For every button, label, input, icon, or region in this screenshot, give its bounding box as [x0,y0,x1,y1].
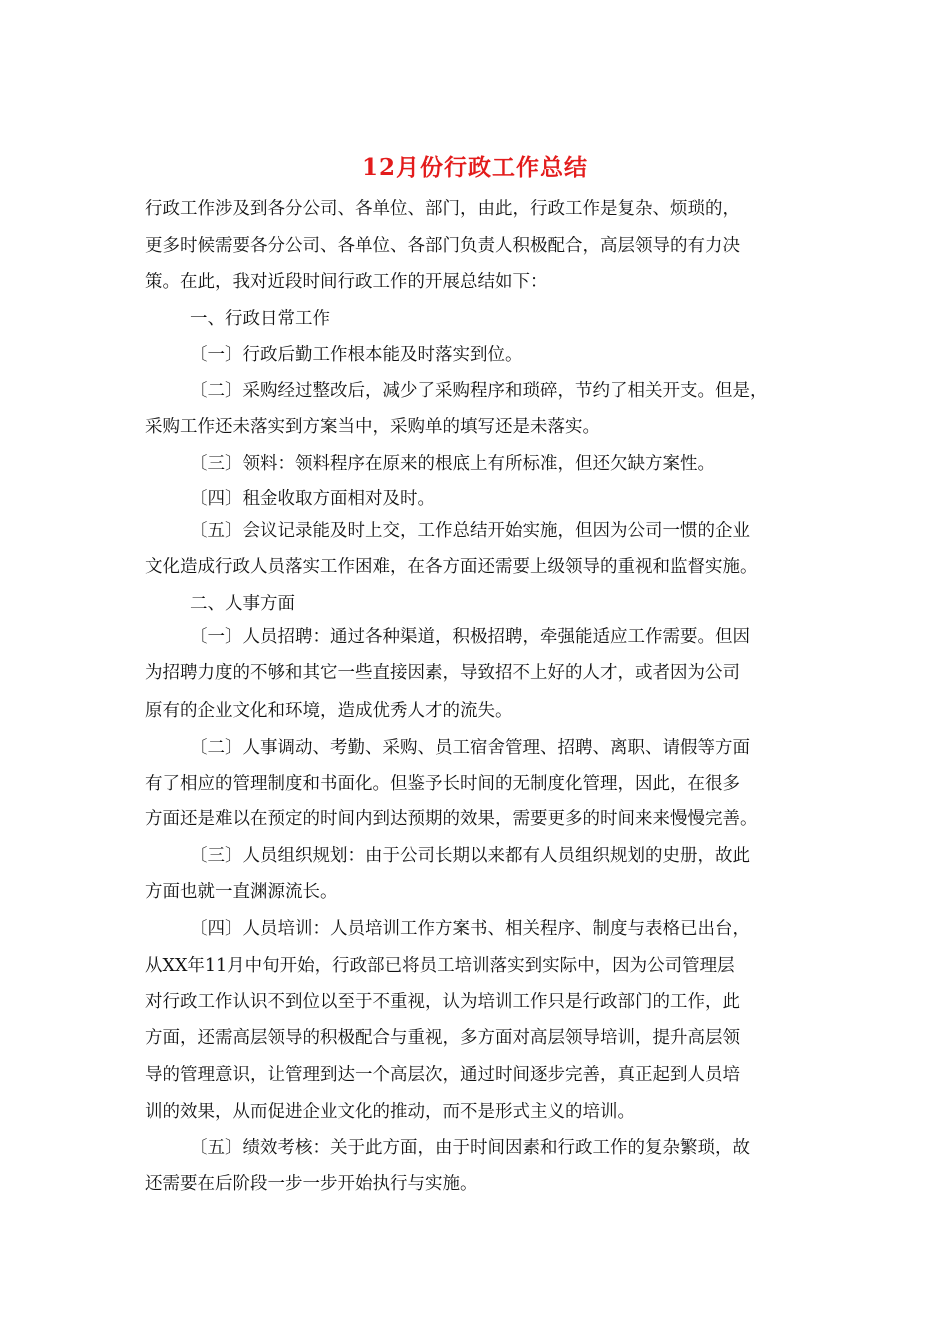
body-line: 还需要在后阶段一步一步开始执行与实施。 [145,1174,478,1194]
body-line: 〔三〕领料：领料程序在原来的根底上有所标准，但还欠缺方案性。 [190,454,715,474]
body-line: 原有的企业文化和环境，造成优秀人才的流失。 [145,701,513,721]
body-line: 〔四〕人员培训：人员培训工作方案书、相关程序、制度与表格已出台， [190,919,750,939]
body-line: 文化造成行政人员落实工作困难，在各方面还需要上级领导的重视和监督实施。 [145,557,758,577]
body-line: 〔五〕绩效考核：关于此方面，由于时间因素和行政工作的复杂繁琐，故 [190,1138,750,1158]
body-line: 方面还是难以在预定的时间内到达预期的效果，需要更多的时间来来慢慢完善。 [145,809,758,829]
section-heading: 一、行政日常工作 [190,309,330,329]
body-line: 采购工作还未落实到方案当中，采购单的填写还是未落实。 [145,417,600,437]
body-line: 训的效果，从而促进企业文化的推动，而不是形式主义的培训。 [145,1102,635,1122]
body-line: 对行政工作认识不到位以至于不重视，认为培训工作只是行政部门的工作，此 [145,992,740,1012]
body-line: 策。在此，我对近段时间行政工作的开展总结如下： [145,272,548,292]
document-title: 12月份行政工作总结 [361,154,588,181]
body-line: 〔一〕行政后勤工作根本能及时落实到位。 [190,345,523,365]
body-line: 〔二〕人事调动、考勤、采购、员工宿舍管理、招聘、离职、请假等方面 [190,738,750,758]
body-line: 〔三〕人员组织规划：由于公司长期以来都有人员组织规划的史册，故此 [190,846,750,866]
body-line: 有了相应的管理制度和书面化。但鉴予长时间的无制度化管理，因此，在很多 [145,774,740,794]
body-line: 导的管理意识，让管理到达一个高层次，通过时间逐步完善，真正起到人员培 [145,1065,740,1085]
body-line: 〔二〕采购经过整改后，减少了采购程序和琐碎，节约了相关开支。但是， [190,381,768,401]
body-line: 更多时候需要各分公司、各单位、各部门负责人积极配合，高层领导的有力决 [145,236,740,256]
body-line: 方面也就一直渊源流长。 [145,882,338,902]
section-heading: 二、人事方面 [190,594,295,614]
body-line: 行政工作涉及到各分公司、各单位、部门，由此，行政工作是复杂、烦琐的， [145,199,740,219]
body-line: 方面，还需高层领导的积极配合与重视，多方面对高层领导培训，提升高层领 [145,1028,740,1048]
body-line: 从XX年11月中旬开始，行政部已将员工培训落实到实际中，因为公司管理层 [145,956,735,976]
body-line: 为招聘力度的不够和其它一些直接因素，导致招不上好的人才，或者因为公司 [145,663,740,683]
body-line: 〔一〕人员招聘：通过各种渠道，积极招聘，牵强能适应工作需要。但因 [190,627,750,647]
body-line: 〔五〕会议记录能及时上交，工作总结开始实施，但因为公司一惯的企业 [190,521,750,541]
body-line: 〔四〕租金收取方面相对及时。 [190,489,435,509]
